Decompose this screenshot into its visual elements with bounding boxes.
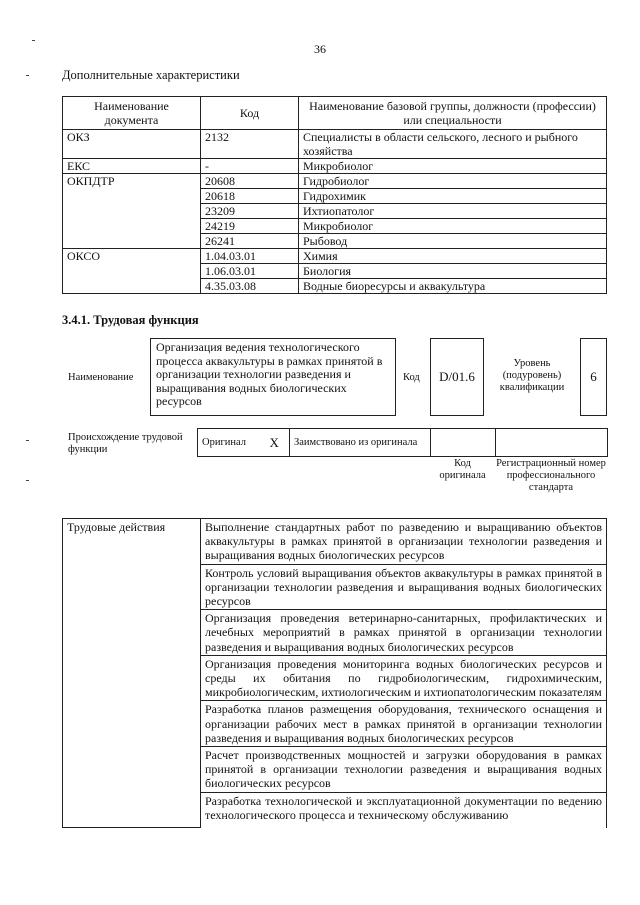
- labor-action-item: Контроль условий выращивания объектов аквакультуры в рамках принятой в организации технологии разведения и выращивания водных биологических ресурсов: [201, 564, 607, 610]
- borrowed-label: Заимствовано из оригинала: [290, 429, 431, 457]
- header-doc: Наименование документа: [63, 97, 201, 130]
- header-name: Наименование базовой группы, должности (профессии) или специальности: [299, 97, 607, 130]
- origin-label: Происхождение трудовой функции: [68, 432, 183, 455]
- cell-code: 1.06.03.01: [201, 264, 299, 279]
- scan-mark: [32, 40, 35, 41]
- cell-doc: ОКСО: [63, 249, 201, 264]
- cell-code: 20608: [201, 174, 299, 189]
- cell-code: 26241: [201, 234, 299, 249]
- cell-name: Рыбовод: [299, 234, 607, 249]
- scan-mark: [26, 75, 29, 76]
- characteristics-table: [62, 96, 607, 294]
- cell-code: 1.04.03.01: [201, 249, 299, 264]
- cell-name: Микробиолог: [299, 159, 607, 174]
- labor-action-item-cell: [201, 792, 607, 828]
- table-row: [63, 264, 607, 279]
- table-row: [63, 249, 607, 264]
- cell-code: 20618: [201, 189, 299, 204]
- labor-actions-label: Трудовые действия: [63, 519, 201, 828]
- table-row: [63, 519, 607, 565]
- labor-action-item: Организация проведения ветеринарно-санитарных, профилактических и лечебных мероприятий в рамках принятой в организации технологии разведения и выращивания водных биологических ресурсов: [201, 610, 607, 656]
- original-code-caption: Код оригинала: [439, 458, 486, 481]
- header-code: Код: [201, 97, 299, 130]
- scan-mark: [26, 440, 29, 441]
- cell-name: Специалисты в области сельского, лесного и рыбного хозяйства: [299, 130, 607, 159]
- original-code-cell: [431, 429, 496, 457]
- function-name-label: Наименование: [68, 372, 134, 383]
- page-number: 36: [314, 42, 326, 56]
- labor-action-item: Расчет производственных мощностей и загрузки оборудования в рамках принятой в организации технологии разведения и выращивания водных биологических ресурсов: [201, 747, 607, 793]
- registration-number-cell: [496, 429, 608, 457]
- labor-action-item: Разработка технологической и эксплуатационной документации по ведению технологического процесса и техническому обслуживанию: [205, 793, 602, 822]
- cell-name: Гидробиолог: [299, 174, 607, 189]
- table-row: [63, 159, 607, 174]
- cell-name: Гидрохимик: [299, 189, 607, 204]
- labor-actions-table: [62, 518, 607, 828]
- cell-doc: ЕКС: [63, 159, 201, 174]
- function-name: Организация ведения технологического процесса аквакультуры в рамках принятой в организации технологии разведения и выращивания водных биологических ресурсов: [150, 338, 396, 416]
- cell-name: Ихтиопатолог: [299, 204, 607, 219]
- cell-code: 2132: [201, 130, 299, 159]
- table-row: [63, 204, 607, 219]
- cell-doc: [63, 264, 201, 279]
- table-row: [63, 189, 607, 204]
- section-title: Дополнительные характеристики: [62, 68, 240, 82]
- function-title: 3.4.1. Трудовая функция: [62, 313, 199, 327]
- table-row: [63, 279, 607, 294]
- cell-doc: ОКПДТР: [63, 174, 201, 189]
- table-header-row: [63, 97, 607, 130]
- cell-doc: [63, 189, 201, 204]
- cell-code: 4.35.03.08: [201, 279, 299, 294]
- labor-action-item: Организация проведения мониторинга водных биологических ресурсов и среды их обитания по гидробиологическим, гидрохимическим, микробиологическим, ихтиологическим и ихтиопатологическим показателям: [201, 655, 607, 701]
- cell-doc: ОКЗ: [63, 130, 201, 159]
- labor-action-item: Разработка планов размещения оборудования, технического оснащения и организации рабочих мест в рамках принятой в организации технологии разведения и выращивания водных биологических ресурсов: [201, 701, 607, 747]
- table-row: [63, 219, 607, 234]
- function-code: D/01.6: [430, 338, 484, 416]
- cell-doc: [63, 279, 201, 294]
- table-row: [63, 130, 607, 159]
- function-code-label: Код: [403, 372, 420, 383]
- table-row: [63, 174, 607, 189]
- cell-doc: [63, 204, 201, 219]
- cell-doc: [63, 219, 201, 234]
- registration-number-caption: Регистрационный номер профессионального стандарта: [496, 458, 606, 493]
- cell-name: Водные биоресурсы и аквакультура: [299, 279, 607, 294]
- original-mark: X: [260, 429, 290, 457]
- cell-code: 23209: [201, 204, 299, 219]
- cell-name: Биология: [299, 264, 607, 279]
- qualification-level-label: Уровень (подуровень) квалификации: [499, 358, 565, 393]
- scan-mark: [26, 480, 29, 481]
- origin-table: [197, 428, 608, 457]
- origin-row: [198, 429, 608, 457]
- cell-code: -: [201, 159, 299, 174]
- cell-name: Химия: [299, 249, 607, 264]
- cell-name: Микробиолог: [299, 219, 607, 234]
- table-row: [63, 234, 607, 249]
- qualification-level: 6: [580, 338, 607, 416]
- original-label: Оригинал: [198, 429, 260, 457]
- cell-code: 24219: [201, 219, 299, 234]
- labor-action-item: Выполнение стандартных работ по разведению и выращиванию объектов аквакультуры в рамках принятой в организации технологии разведения и выращивания водных биологических ресурсов: [201, 519, 607, 565]
- cell-doc: [63, 234, 201, 249]
